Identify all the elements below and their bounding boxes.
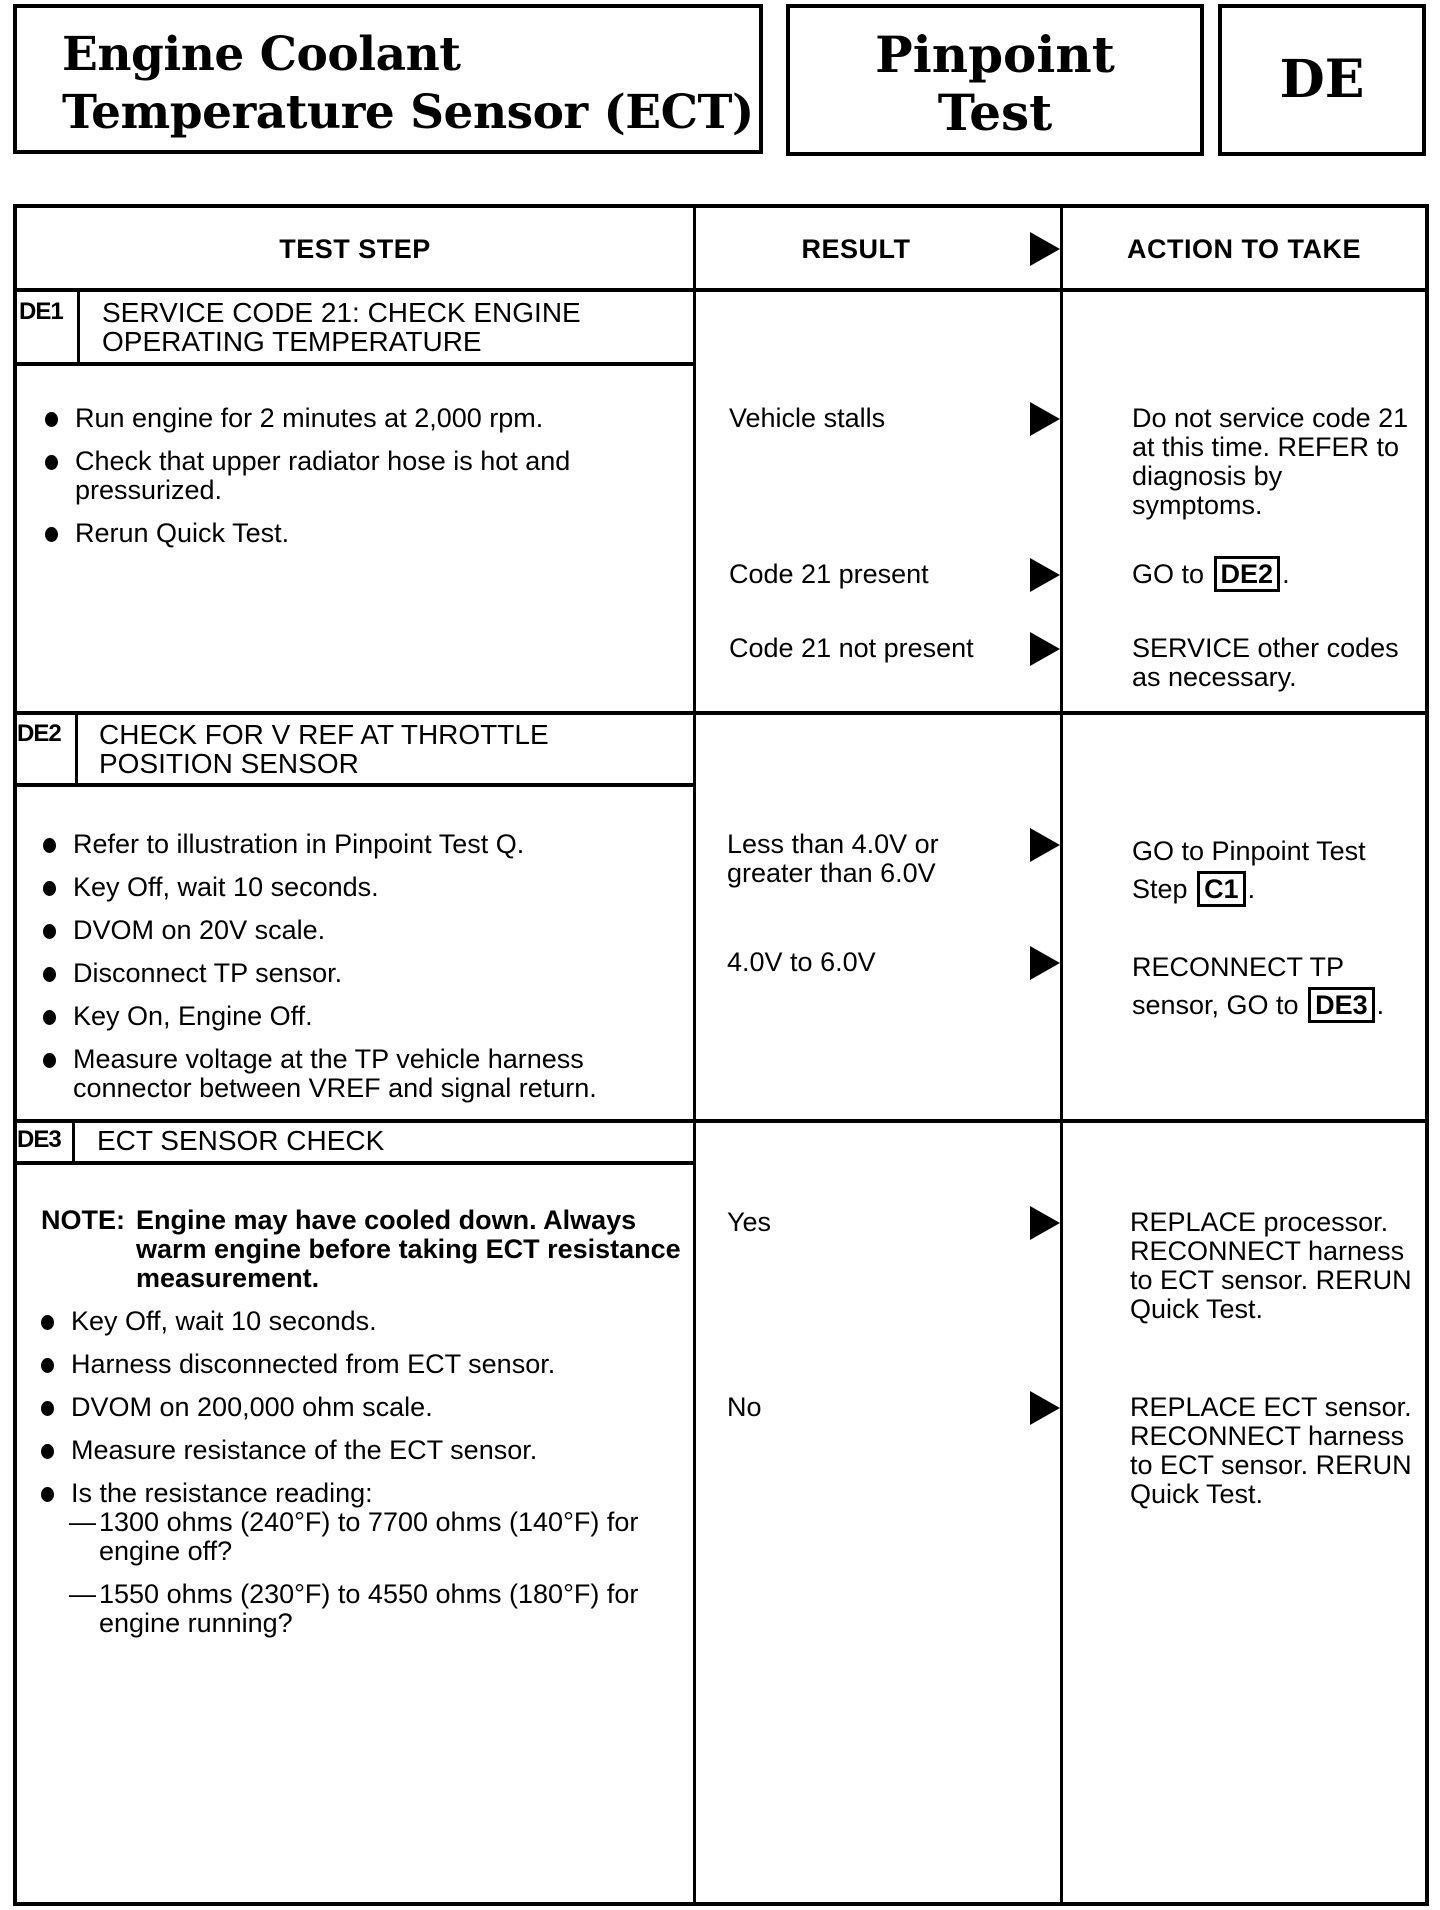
result-text: Code 21 not present [729,633,974,663]
step-title [102,298,581,356]
step-divider [17,1119,1425,1123]
instruction-item [41,1307,681,1336]
procedure-title-box [13,4,763,154]
action-prefix: GO to Pinpoint Test Step [1132,836,1366,904]
result-arrow-icon [1030,558,1060,592]
test-type-label [790,26,1200,142]
action-text [1132,832,1412,908]
instruction-item [41,1479,681,1508]
instruction-text: Key On, Engine Off. [73,1001,313,1031]
instruction-item [43,1045,663,1103]
instruction-text: DVOM on 200,000 ohm scale. [71,1392,433,1422]
spec-text: 1300 ohms (240°F) to 7700 ohms (140°F) for engine off? [99,1507,639,1566]
instruction-item [45,404,655,433]
result-arrow-icon [1030,402,1060,436]
bullet-icon [43,924,56,939]
action-text [1132,556,1290,592]
bullet-icon [45,527,58,542]
column-divider [693,208,696,1902]
result-text: Yes [727,1207,772,1237]
bullet-icon [41,1315,54,1330]
column-divider [1060,208,1063,1902]
action-suffix: . [1247,874,1256,904]
step-title-line: SERVICE CODE 21: CHECK ENGINE [102,297,581,328]
test-code: DE [1279,49,1365,110]
step-title-divider [17,783,693,787]
bullet-icon [45,412,58,427]
column-header-result: RESULT [801,233,911,264]
action-text: REPLACE ECT sensor. RECONNECT harness to ECT sensor. RERUN Quick Test. [1130,1392,1412,1509]
test-type-box [786,4,1204,156]
procedure-title-line-1: Engine Coolant [62,27,461,82]
action-prefix: GO to [1132,559,1205,589]
result-text: Less than 4.0V or greater than 6.0V [727,829,939,888]
test-type-line-1: Pinpoint [875,25,1115,84]
action-suffix: . [1376,990,1385,1020]
step-note [41,1206,681,1293]
step-reference-de3[interactable]: DE3 [1308,987,1375,1023]
result-arrow-icon [1030,632,1060,666]
step-id-divider [77,290,80,364]
bullet-icon [41,1487,54,1502]
dash-icon: — [69,1579,96,1609]
note-label: NOTE: [41,1205,125,1235]
step-id: DE2 [17,720,61,747]
column-header-test-step: TEST STEP [279,233,431,264]
step-id: DE3 [17,1126,61,1153]
instruction-item [43,1002,663,1031]
bullet-icon [43,1053,56,1068]
bullet-icon [45,455,58,470]
step-title-line: ECT SENSOR CHECK [97,1125,385,1156]
step-title-line: POSITION SENSOR [99,748,359,779]
step-instructions [43,830,663,1117]
instruction-text: Rerun Quick Test. [75,518,290,548]
action-prefix: RECONNECT TP sensor, GO to [1132,952,1344,1020]
test-type-line-2: Test [937,83,1053,142]
instruction-text: Refer to illustration in Pinpoint Test Q. [73,829,525,859]
instruction-text: Measure resistance of the ECT sensor. [71,1435,538,1465]
instruction-text: Run engine for 2 minutes at 2,000 rpm. [75,403,544,433]
instruction-item [43,873,663,902]
instruction-item [45,447,655,505]
step-id-divider [75,713,78,785]
step-title-line: CHECK FOR V REF AT THROTTLE [99,719,549,750]
instruction-item [43,830,663,859]
result-arrow-icon [1030,828,1060,862]
instruction-text: Harness disconnected from ECT sensor. [71,1349,556,1379]
bullet-icon [43,967,56,982]
step-title [97,1126,384,1155]
step-id-divider [72,1121,75,1163]
instruction-text: DVOM on 20V scale. [73,915,326,945]
instruction-item [43,916,663,945]
step-title-divider [17,362,693,366]
column-header-action: ACTION TO TAKE [1127,233,1361,264]
spec-text: 1550 ohms (230°F) to 4550 ohms (180°F) for engine running? [99,1579,639,1638]
instruction-text: Key Off, wait 10 seconds. [73,872,379,902]
instruction-item [41,1393,681,1422]
action-text [1132,948,1432,1024]
action-suffix: . [1282,559,1290,589]
action-text: Do not service code 21 at this time. REFER to diagnosis by symptoms. [1132,403,1409,520]
step-title [99,720,549,778]
result-arrow-icon [1030,1391,1060,1425]
instruction-text: Is the resistance reading: [71,1478,373,1508]
instruction-text: Key Off, wait 10 seconds. [71,1306,377,1336]
bullet-icon [41,1444,54,1459]
instruction-text: Check that upper radiator hose is hot and pressurized. [75,446,571,505]
bullet-icon [43,838,56,853]
result-text: 4.0V to 6.0V [727,947,876,977]
step-id: DE1 [19,298,63,325]
resistance-spec-engine-off [41,1508,681,1566]
step-instructions [45,404,655,562]
result-text: No [727,1392,762,1422]
step-divider [17,711,1425,715]
step-title-divider [17,1161,693,1165]
bullet-icon [43,1010,56,1025]
procedure-title [62,26,754,142]
step-reference-c1[interactable]: C1 [1197,871,1246,907]
pinpoint-test-table [13,204,1429,1906]
instruction-item [45,519,655,548]
instruction-text: Measure voltage at the TP vehicle harness connector between VREF and signal return. [73,1044,597,1103]
action-text: SERVICE other codes as necessary. [1132,633,1399,692]
action-text: REPLACE processor. RECONNECT harness to ECT sensor. RERUN Quick Test. [1130,1207,1412,1324]
result-text: Vehicle stalls [729,403,886,433]
bullet-icon [43,881,56,896]
instruction-list [41,1307,681,1508]
result-arrow-icon [1030,1206,1060,1240]
dash-icon: — [69,1507,96,1537]
header-divider [17,288,1425,292]
result-text: Code 21 present [729,559,929,589]
result-arrow-icon [1030,232,1060,266]
procedure-title-line-2: Temperature Sensor (ECT) [62,85,754,140]
result-arrow-icon [1030,946,1060,980]
note-text: Engine may have cooled down. Always warm engine before taking ECT resistance measurement. [136,1205,681,1293]
resistance-spec-engine-running [41,1580,681,1638]
instruction-text: Disconnect TP sensor. [73,958,343,988]
bullet-icon [41,1401,54,1416]
step-title-line: OPERATING TEMPERATURE [102,326,482,357]
instruction-item [41,1350,681,1379]
step-reference-de2[interactable]: DE2 [1214,556,1281,592]
instruction-item [41,1436,681,1465]
instruction-item [43,959,663,988]
step-instructions [41,1206,681,1652]
bullet-icon [41,1358,54,1373]
test-code-box [1218,4,1426,156]
